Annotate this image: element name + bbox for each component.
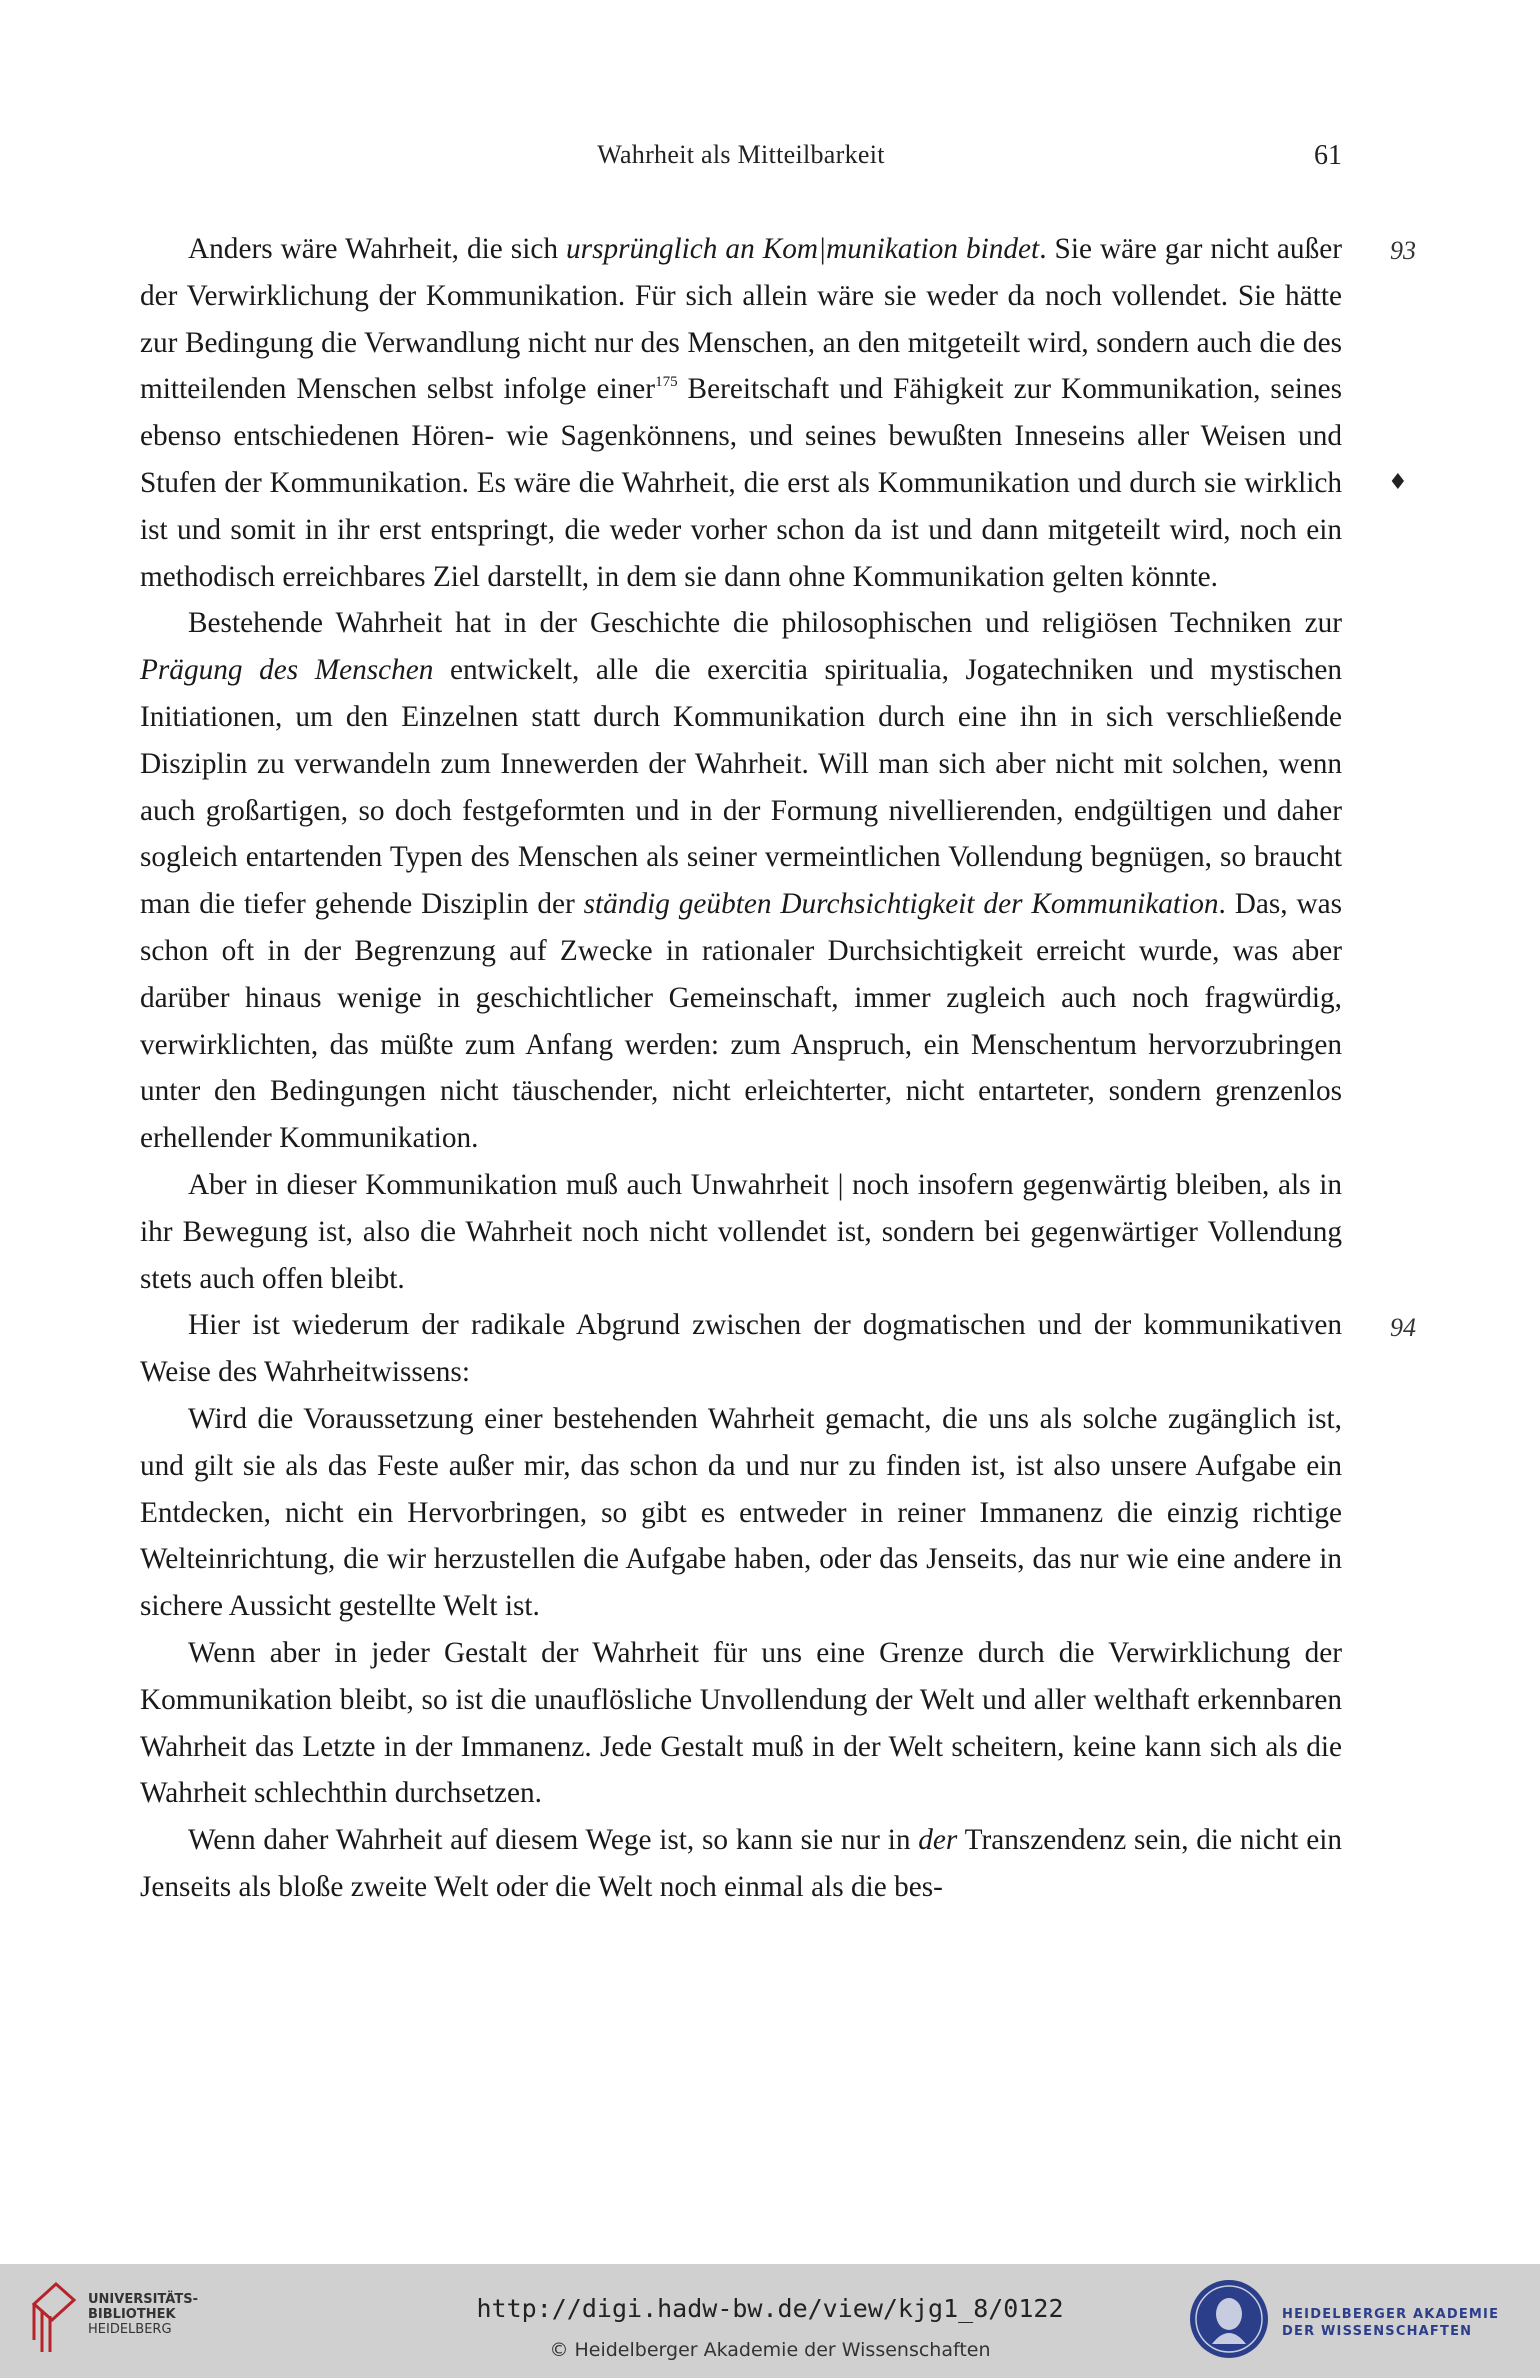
italic-run: ständig geübten Durchsichtigkeit der Kommunikation (583, 888, 1219, 921)
paragraph-1 (140, 226, 1342, 600)
paragraph-7 (140, 1817, 1342, 1911)
text-run: entwickelt, alle die exercitia spiritualia, Jogatechniken und mystischen Initiationen, um den Einzelnen statt durch Kommunikation durch eine ihn in sich verschließende Disziplin zu verwandeln zum Innewerden der Wahrheit. Will man sich aber nicht mit solchen, wenn auch großartigen, so doch festgeformten und in der Formung nivellierenden, endgültigen und daher sogleich entartenden Typen des Menschen als seiner vermeintlichen Vollendung begnügen, so braucht man die tiefer gehende Disziplin der (140, 654, 1342, 921)
text-run: Bestehende Wahrheit hat in der Geschichte die philosophischen und religiösen Techniken zur (188, 607, 1342, 640)
viewer-footer (0, 2264, 1540, 2378)
footnote-marker: 175 (655, 374, 678, 391)
body-text (140, 226, 1342, 1911)
copyright-notice: © Heidelberger Akademie der Wissenschaften (549, 2339, 991, 2361)
paragraph-3: Aber in dieser Kommunikation muß auch Unwahrheit | noch insofern gegenwärtig bleiben, als in ihr Bewegung ist, also die Wahrheit noch nicht vollendet ist, sondern bei gegenwärtiger Vollendung stets auch offen bleibt. (140, 1168, 1342, 1295)
italic-run: der (918, 1824, 958, 1857)
text-run: Bereitschaft und Fähigkeit zur Kommunikation, seines ebenso entschiedenen Hören- wie Sagenkönnens, und seines bewußten Inneseins aller Weisen und Stufen der Kommunikation. Es wäre die Wahrheit, die erst als Kommunikation und durch sie wirklich ist und somit in ihr erst entspringt, die weder vorher schon da ist und dann mitgeteilt wird, noch ein methodisch erreichbares Ziel darstellt, in dem sie dann ohne Kommunikation gelten könnte. (140, 373, 1342, 593)
library-name-line: BIBLIOTHEK (88, 2307, 176, 2322)
page-number: 61 (1314, 140, 1342, 171)
academy-name (1282, 2306, 1499, 2340)
text-run: . Das, was schon oft in der Begrenzung auf Zwecke in rationaler Durchsichtigkeit erreicht wurde, was aber darüber hinaus wenige in geschichtlicher Gemeinschaft, immer zugleich auch noch fragwürdig, verwirklichten, das müßte zum Anfang werden: zum Anspruch, ein Menschentum hervorzubringen unter den Bedingungen nicht täuschender, nicht erleichterter, nicht entarteter, sondern grenzenlos erhellender Kommunikation. (140, 888, 1343, 1155)
paragraph-2 (140, 600, 1342, 1162)
permalink-url[interactable]: http://digi.hadw-bw.de/view/kjg1_8/0122 (476, 2294, 1064, 2323)
running-head (140, 140, 1342, 180)
text-run: Anders wäre Wahrheit, die sich (188, 233, 567, 265)
academy-name-line: DER WISSENSCHAFTEN (1282, 2324, 1473, 2339)
academy-seal-icon[interactable] (1188, 2278, 1270, 2360)
italic-run: Prägung des Menschen (140, 654, 434, 687)
academy-name-line: HEIDELBERGER AKADEMIE (1282, 2307, 1500, 2322)
text-run: Wenn daher Wahrheit auf diesem Wege ist, so kann sie nur in (188, 1824, 919, 1857)
margin-page-ref-93: 93 (1390, 236, 1416, 265)
library-name-line: HEIDELBERG (88, 2322, 172, 2337)
margin-page-ref-94: 94 (1390, 1313, 1416, 1342)
library-name-line: UNIVERSITÄTS- (88, 2292, 198, 2307)
margin-diamond-marker: ♦ (1388, 470, 1408, 495)
text-run: Transzendenz sein, die nicht ein Jenseits als bloße zweite Welt oder die Welt noch einmal als die bes- (140, 1824, 1342, 1903)
text-run: . Sie wäre gar nicht außer der Verwirklichung der Kommunikation. Für sich allein wäre sie weder da noch vollendet. Sie hätte zur Bedingung die Verwandlung nicht nur des Menschen, an den mitgeteilt wird, sondern auch die des mitteilenden Menschen selbst infolge einer (140, 233, 1342, 406)
paragraph-5: Wird die Voraussetzung einer bestehenden Wahrheit gemacht, die uns als solche zugänglich ist, und gilt sie als das Feste außer mir, das schon da und nur zu finden ist, ist also unsere Aufgabe ein Entdecken, nicht ein Hervorbringen, so gibt es entweder in reiner Immanenz die einzig richtige Welteinrichtung, die wir herzustellen die Aufgabe haben, oder das Jenseits, das nur wie eine andere in sichere Aussicht gestellte Welt ist. (140, 1402, 1342, 1623)
paragraph-6: Wenn aber in jeder Gestalt der Wahrheit für uns eine Grenze durch die Verwirklichung der Kommunikation bleibt, so ist die unauflösliche Unvollendung der Welt und aller welthaft erkennbaren Wahrheit das Letzte in der Immanenz. Jede Gestalt muß in der Welt scheitern, keine kann sich als die Wahrheit schlechthin durchsetzen. (140, 1636, 1342, 1810)
running-title: Wahrheit als Mitteilbarkeit (597, 140, 885, 169)
italic-run: ursprünglich an Kom|munikation bindet (566, 233, 1040, 265)
paragraph-4: Hier ist wiederum der radikale Abgrund zwischen der dogmatischen und der kommunikativen Weise des Wahrheitwissens: (140, 1309, 1342, 1389)
